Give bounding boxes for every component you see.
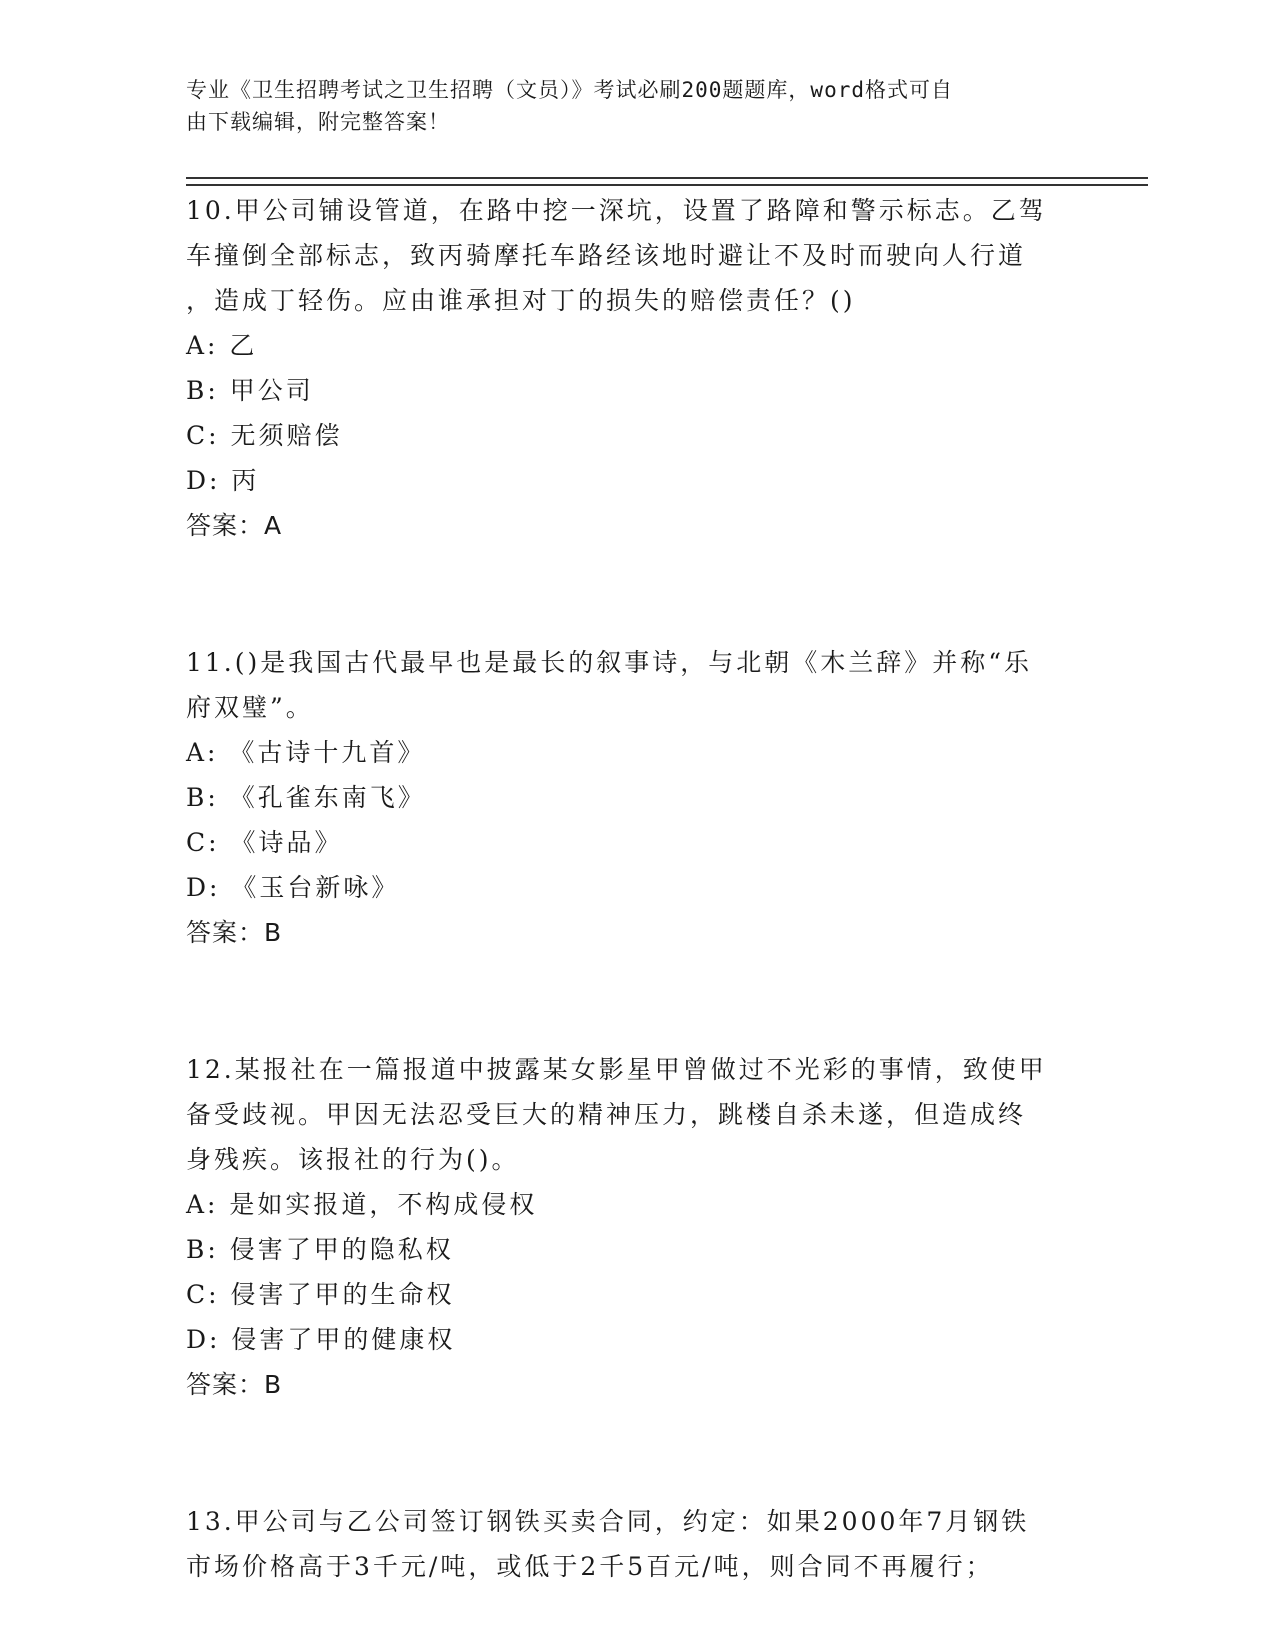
question-11 [186,640,1086,955]
question-text: 车撞倒全部标志，致丙骑摩托车路经该地时避让不及时而驶向人行道 [186,241,1027,270]
question-text: 市场价格高于3千元/吨，或低于2千5百元/吨，则合同不再履行； [186,1552,994,1581]
header-line-2: 由下载编辑，附完整答案！ [186,110,450,134]
option-b: B: 侵害了甲的隐私权 [186,1235,454,1264]
option-a: A: 《古诗十九首》 [186,738,426,767]
question-13 [186,1499,1086,1589]
question-text: 11.()是我国古代最早也是最长的叙事诗，与北朝《木兰辞》并称“乐 [186,648,1033,677]
option-c: C: 无须赔偿 [186,421,343,450]
question-text: 身残疾。该报社的行为()。 [186,1145,520,1174]
question-text: 13.甲公司与乙公司签订钢铁买卖合同，约定：如果2000年7月钢铁 [186,1507,1030,1536]
header-rule-bottom [186,184,1148,186]
question-12 [186,1047,1086,1407]
option-d: D: 侵害了甲的健康权 [186,1325,456,1354]
question-text: ，造成丁轻伤。应由谁承担对丁的损失的赔偿责任？() [186,286,856,315]
answer-line: 答案：B [186,918,283,947]
option-a: A: 乙 [186,331,258,360]
header-rule-top [186,177,1148,179]
question-text: 备受歧视。甲因无法忍受巨大的精神压力，跳楼自杀未遂，但造成终 [186,1100,1027,1129]
question-text: 10.甲公司铺设管道，在路中挖一深坑，设置了路障和警示标志。乙驾 [186,196,1047,225]
option-d: D: 丙 [186,466,260,495]
header-line-1: 专业《卫生招聘考试之卫生招聘（文员）》考试必刷200题题库，word格式可自 [186,78,953,102]
option-b: B: 《孔雀东南飞》 [186,783,426,812]
question-text: 府双璧”。 [186,693,314,722]
question-list [186,188,1086,1589]
option-c: C: 《诗品》 [186,828,343,857]
option-a: A: 是如实报道，不构成侵权 [186,1190,538,1219]
question-text: 12.某报社在一篇报道中披露某女影星甲曾做过不光彩的事情，致使甲 [186,1055,1047,1084]
document-header [186,74,1066,138]
option-c: C: 侵害了甲的生命权 [186,1280,455,1309]
answer-line: 答案：A [186,511,283,540]
option-b: B: 甲公司 [186,376,314,405]
option-d: D: 《玉台新咏》 [186,873,400,902]
question-10 [186,188,1086,548]
answer-line: 答案：B [186,1370,283,1399]
